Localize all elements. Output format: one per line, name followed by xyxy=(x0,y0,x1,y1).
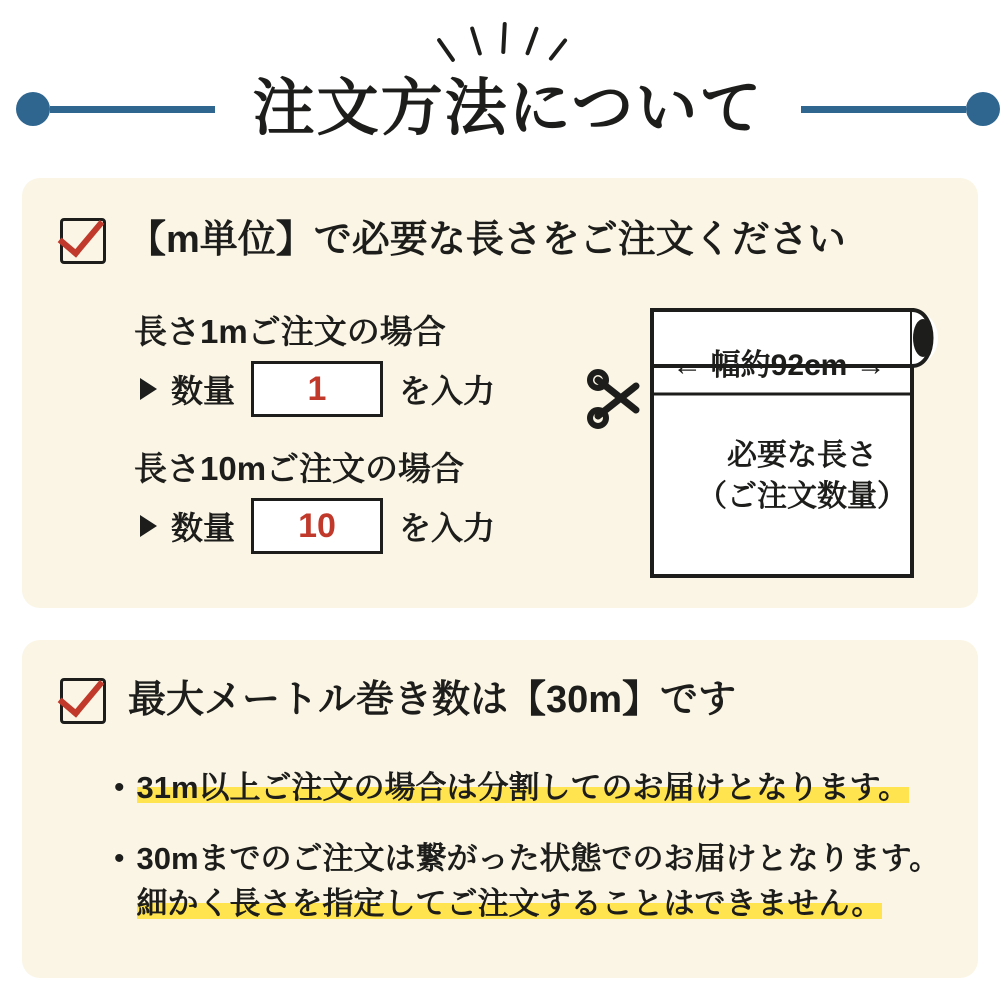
note-text-line2: 細かく長さを指定してご注文することはできません。 xyxy=(136,885,883,921)
quantity-label: 数量 xyxy=(171,373,236,409)
max-length-card xyxy=(22,640,978,978)
example-label: 長さ10mご注文の場合 xyxy=(134,450,465,487)
list-item xyxy=(114,837,954,927)
card-one-heading-text: 【m単位】で必要な長さをご注文ください xyxy=(128,219,846,262)
page-header xyxy=(0,0,1000,175)
order-unit-card xyxy=(22,178,978,608)
triangle-bullet-icon xyxy=(140,515,157,537)
decor-dot-left xyxy=(16,92,50,126)
example-row xyxy=(134,498,604,554)
example-block-10m xyxy=(134,443,604,554)
page-title: 注文方法について xyxy=(252,74,764,143)
example-block-1m xyxy=(134,306,604,417)
card-two-heading xyxy=(22,640,978,724)
example-label: 長さ1mご注文の場合 xyxy=(134,313,446,350)
note-text-line1: 30mまでのご注文は繋がった状態でのお届けとなります。 xyxy=(136,840,941,876)
example-row xyxy=(134,361,604,417)
roll-width-label: ← 幅約92cm → xyxy=(672,349,886,382)
decor-dot-right xyxy=(966,92,1000,126)
roll-length-line1: 必要な長さ xyxy=(727,439,877,472)
scissors-icon xyxy=(590,372,636,426)
enter-label: を入力 xyxy=(399,373,496,409)
decor-rule-left xyxy=(50,106,215,113)
enter-label: を入力 xyxy=(399,510,496,546)
notes-list xyxy=(114,766,954,953)
quantity-label: 数量 xyxy=(171,510,236,546)
bullet-dot: • xyxy=(114,841,125,875)
decor-rule-right xyxy=(801,106,966,113)
note-text-highlighted: 31m以上ご注文の場合は分割してのお届けとなります。 xyxy=(136,770,910,805)
card-two-heading-text: 最大メートル巻き数は【30m】です xyxy=(128,679,737,722)
bullet-dot: • xyxy=(114,771,125,804)
order-examples xyxy=(134,306,604,580)
note-text xyxy=(137,837,941,927)
checkmark-icon xyxy=(60,218,106,264)
quantity-input[interactable]: 10 xyxy=(251,498,383,554)
quantity-input[interactable]: 1 xyxy=(251,361,383,417)
wallpaper-roll-illustration xyxy=(582,298,972,588)
checkmark-icon xyxy=(60,678,106,724)
list-item xyxy=(114,766,954,811)
triangle-bullet-icon xyxy=(140,378,157,400)
sparkle-icon xyxy=(430,20,570,70)
roll-length-label xyxy=(672,436,932,517)
note-text xyxy=(137,766,910,811)
roll-length-line2: （ご注文数量） xyxy=(697,479,907,513)
title-row xyxy=(0,74,1000,143)
card-one-heading xyxy=(22,178,978,264)
